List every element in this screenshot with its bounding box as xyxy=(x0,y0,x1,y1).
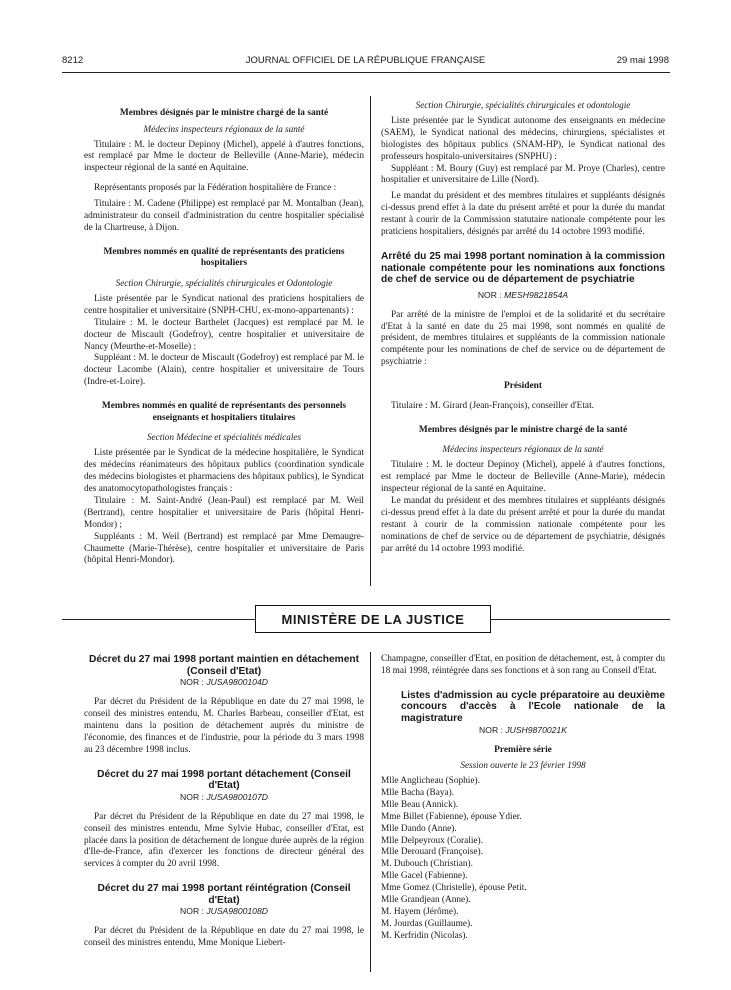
issue-date: 29 mai 1998 xyxy=(616,55,669,66)
paragraph: Le mandat du président et des membres titulaires et suppléants désignés ci-dessus prend effet à la date du présent arrêté et pour la durée du mandat restant à courir de la Commission statutaire nationale compétente pour les praticiens hospitaliers, désignés par arrêté du 14 octobre 1993 modifié. xyxy=(381,191,665,238)
column-divider-bottom xyxy=(370,652,371,972)
header-rule xyxy=(62,72,670,73)
section-subheading: Médecins inspecteurs régionaux de la santé xyxy=(143,123,305,134)
nor-label: NOR : xyxy=(180,906,204,917)
column-divider-top xyxy=(370,96,371,586)
section-heading: Président xyxy=(503,381,542,392)
paragraph: Suppléants : M. Weil (Bertrand) est remplacé par Mme Demaugre-Chaumette (Marie-Thérèse), centre hospitalier et universitaire de Paris (hôpital Henri-Mondor). xyxy=(84,531,364,566)
section-subheading: Section Chirurgie, spécialités chirurgicales et odontologie xyxy=(415,100,631,110)
paragraph: Liste présentée par le Syndicat autonome des enseignants en médecine (SAEM), le Syndicat national des médecins, chirurgiens, spécialistes et biologistes des hôpitaux publics (SNAM-HP), le Syndicat national des professeurs hospitalo-universitaires (SNPHU) : xyxy=(381,115,665,162)
paragraph: Titulaire : M. Saint-André (Jean-Paul) est remplacé par M. Weil (Bertrand), centre hospitalier et universitaire de Paris (hôpital Henri-Mondor) ; xyxy=(84,495,364,530)
paragraph: Liste présentée par le Syndicat national des praticiens hospitaliers de centre hospitalier et universitaire (SNPH-CHU, ex-mono-appartenants) : xyxy=(84,293,364,316)
section-heading: Membres désignés par le ministre chargé de la santé xyxy=(418,424,628,435)
nor-label: NOR : xyxy=(479,724,503,735)
list-item: Mlle Bacha (Baya). xyxy=(381,787,455,798)
left-top-column xyxy=(84,108,364,567)
candidate-list xyxy=(381,776,665,943)
page-number: 8212 xyxy=(62,55,84,66)
nor-reference xyxy=(84,677,364,689)
nor-code: JUSA9800104D xyxy=(206,677,268,688)
paragraph: Par décret du Président de la République en date du 27 mai 1998, le conseil des ministres entendu, Mme Sylvie Hubac, conseiller d'Etat, est placée dans la position de détachement de longue durée auprès de la région d'Ile-de-France, afin d'exercer les fonctions de directeur général des services à compter du 20 avril 1998. xyxy=(84,811,364,870)
nor-reference xyxy=(381,725,665,737)
series-heading: Première série xyxy=(494,744,552,755)
list-item: Mme Billet (Fabienne), épouse Ydier. xyxy=(381,811,522,822)
paragraph: Par arrêté de la ministre de l'emploi et de la solidarité et du secrétaire d'Etat à la santé en date du 25 mai 1998, sont nommés en qualité de président, de membres titulaires et suppléants de la commission nationale compétente pour les nominations de chef de service ou de département de psychiatrie : xyxy=(381,309,665,368)
list-item: Mlle Gacel (Fabienne). xyxy=(381,871,468,882)
nor-label: NOR : xyxy=(180,677,204,688)
list-item: M. Kerfridin (Nicolas). xyxy=(381,930,468,941)
paragraph-continuation: Champagne, conseiller d'Etat, en position de détachement, est, à compter du 18 mai 1998, réintégrée dans ses fonctions et à son rang au Conseil d'Etat. xyxy=(381,654,665,676)
list-item: Mlle Anglicheau (Sophie). xyxy=(381,776,480,786)
paragraph: Par décret du Président de la République en date du 27 mai 1998, le conseil des ministres entendu, Mme Monique Liebert- xyxy=(84,926,364,949)
paragraph: Titulaire : M. le docteur Depinoy (Michel), appelé à d'autres fonctions, est remplacé par Mme le docteur de Belleville (Anne-Marie), médecin inspecteur régional de la santé en Aquitaine. xyxy=(381,460,665,494)
section-subheading: Section Chirurgie, spécialités chirurgicales et Odontologie xyxy=(115,278,333,289)
paragraph: Liste présentée par le Syndicat de la médecine hospitalière, le Syndicat des médecins réanimateurs des hôpitaux publics (coordination syndicale des médecins biologistes et pharmaciens des hôpitaux publics), le Syndicat des anatomocytopathologistes français : xyxy=(84,448,364,494)
decree-title: Décret du 27 mai 1998 portant maintien en détachement (Conseil d'Etat) xyxy=(88,654,360,677)
list-item: M. Hayem (Jérôme). xyxy=(381,906,459,917)
list-item: M. Dubouch (Christian). xyxy=(381,859,473,870)
decree-title: Décret du 27 mai 1998 portant détachement (Conseil d'Etat) xyxy=(97,768,351,792)
section-heading: Membres désignés par le ministre chargé de la santé xyxy=(119,108,329,118)
paragraph: Suppléant : M. le docteur de Miscault (Godefroy) est remplacé par M. le docteur Lacombe (Alain), centre hospitalier et universitaire de Tours (Indre-et-Loire). xyxy=(84,353,364,388)
nor-reference xyxy=(84,792,364,804)
ministry-title: MINISTÈRE DE LA JUSTICE xyxy=(281,611,465,627)
nor-reference xyxy=(84,906,364,918)
nor-reference xyxy=(381,290,665,302)
list-item: Mlle Beau (Annick). xyxy=(381,799,459,810)
nor-code: JUSH9870021K xyxy=(505,724,567,735)
paragraph: Titulaire : M. le docteur Barthelet (Jacques) est remplacé par M. le docteur de Miscault (Godefroy), centre hospitalier et universitaire de Nancy (Meurthe-et-Moselle) : xyxy=(84,317,364,352)
paragraph: Le mandat du président et des membres titulaires et suppléants désignés ci-dessus prend effet à la date du présent arrêté et pour la durée du mandat restant à courir de la commission nationale compétente pour les nominations de chef de service ou de département de psychiatrie, désignés par arrêté du 14 octobre 1993 modifié. xyxy=(381,495,665,554)
lists-title: Listes d'admission au cycle préparatoire au deuxième concours d'accès à l'Ecole nationale de la magistrature xyxy=(401,689,665,724)
right-bottom-column xyxy=(381,654,665,943)
paragraph: Représentants proposés par la Fédération hospitalière de France : xyxy=(94,183,337,194)
list-item: Mlle Grandjean (Anne). xyxy=(381,895,471,906)
list-item: Mlle Dando (Anne). xyxy=(381,823,457,834)
section-heading: Membres nommés en qualité de représentants des personnels enseignants et hospitaliers titulaires xyxy=(101,401,347,423)
right-top-column xyxy=(381,100,665,555)
decree-title: Décret du 27 mai 1998 portant réintégration (Conseil d'Etat) xyxy=(97,883,351,906)
section-subheading: Médecins inspecteurs régionaux de la santé xyxy=(442,444,604,455)
journal-title: JOURNAL OFFICIEL DE LA RÉPUBLIQUE FRANÇAISE xyxy=(245,55,486,66)
nor-code: JUSA9800108D xyxy=(206,906,268,917)
decree-title: Arrêté du 25 mai 1998 portant nomination à la commission nationale compétente pour les nominations aux fonctions de chef de service ou de département de psychiatrie xyxy=(381,250,665,286)
paragraph: Titulaire : M. le docteur Depinoy (Michel), appelé à d'autres fonctions, est remplacé par Mme le docteur de Belleville (Anne-Marie), médecin inspecteur régional de la santé en Aquitaine. xyxy=(84,139,364,174)
paragraph: Par décret du Président de la République en date du 27 mai 1998, le conseil des ministres entendu, M. Charles Barbeau, conseiller d'Etat, est maintenu dans la position de détachement auprès du ministre de l'économie, des finances et de l'industrie, pour la période du 3 mars 1998 au 23 décembre 1998 inclus. xyxy=(84,697,364,755)
nor-code: MESH9821854A xyxy=(504,289,569,300)
section-heading: Membres nommés en qualité de représentants des praticiens hospitaliers xyxy=(103,246,345,269)
ministry-banner xyxy=(255,605,491,633)
session-subheading: Session ouverte le 23 février 1998 xyxy=(460,760,586,771)
nor-label: NOR : xyxy=(477,289,502,300)
list-item: Mlle Delpeyroux (Coralie). xyxy=(381,835,483,846)
left-bottom-column xyxy=(84,654,364,950)
section-subheading: Section Médecine et spécialités médicales xyxy=(146,432,302,443)
list-item: M. Jourdas (Guillaume). xyxy=(381,918,473,929)
nor-label: NOR : xyxy=(180,791,204,802)
paragraph: Titulaire : M. Girard (Jean-François), conseiller d'Etat. xyxy=(391,400,594,411)
list-item: Mme Gomez (Christelle), épouse Petit. xyxy=(381,883,527,894)
nor-code: JUSA9800107D xyxy=(206,791,268,802)
paragraph: Titulaire : M. Cadene (Philippe) est remplacé par M. Montalban (Jean), administrateur du conseil d'administration du centre hospitalier spécialisé de la Chartreuse, à Dijon. xyxy=(84,199,364,233)
paragraph: Suppléant : M. Boury (Guy) est remplacé par M. Proye (Charles), centre hospitalier et universitaire de Lille (Nord). xyxy=(381,163,665,186)
list-item: Mlle Derouard (Françoise). xyxy=(381,847,483,858)
